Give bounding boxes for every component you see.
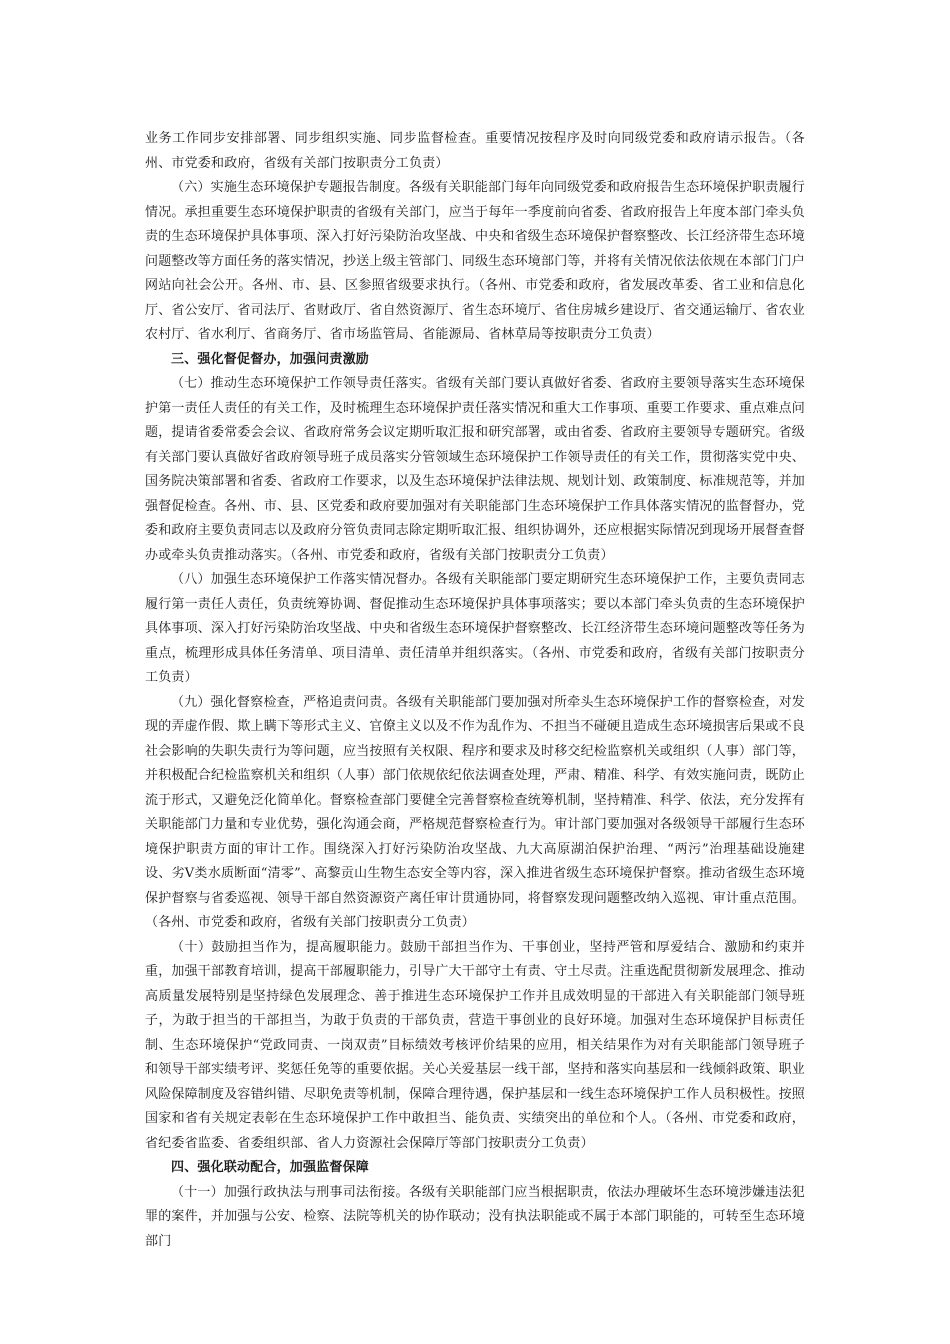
section-heading-4: 四、强化联动配合，加强监督保障 [171,1160,370,1175]
paragraph-11-law-enforcement: （十一）加强行政执法与刑事司法衔接。各级有关职能部门应当根据职责，依法办理破坏生态环境涉嫌违法犯罪的案件，并加强与公安、检察、法院等机关的协作联动；没有执法职能或不属于本部门职能的，可转至生态环境部门 [145,1184,806,1249]
paragraph-6-special-report: （六）实施生态环境保护专题报告制度。各级有关职能部门每年向同级党委和政府报告生态环境保护职责履行情况。承担重要生态环境保护职责的省级有关部门，应当于每年一季度前向省委、省政府报告上年度本部门牵头负责的生态环境保护具体事项、深入打好污染防治攻坚战、中央和省级生态环境保护督察整改、长江经济带生态环境问题整改等方面任务的落实情况，抄送上级主管部门、同级生态环境部门等，并将有关情况依法依规在本部门门户网站向社会公开。各州、市、县、区参照省级要求执行。（各州、市党委和政府，省发展改革委、省工业和信息化厅、省公安厅、省司法厅、省财政厅、省自然资源厅、省生态环境厅、省住房城乡建设厅、省交通运输厅、省农业农村厅、省水利厅、省商务厅、省市场监管局、省能源局、省林草局等按职责分工负责） [145,180,806,342]
paragraph-9-inspection-accountability: （九）强化督察检查，严格追责问责。各级有关职能部门要加强对所牵头生态环境保护工作的督察检查，对发现的弄虚作假、欺上瞒下等形式主义、官僚主义以及不作为乱作为、不担当不碰硬且造成生态环境损害后果或不良社会影响的失职失责行为等问题，应当按照有关权限、程序和要求及时移交纪检监察机关或组织（人事）部门等，并积极配合纪检监察机关和组织（人事）部门依规依纪依法调查处理，严肃、精准、科学、有效实施问责，既防止流于形式，又避免泛化简单化。督察检查部门要健全完善督察检查统筹机制，坚持精准、科学、依法，充分发挥有关职能部门力量和专业优势，强化沟通会商，严格规范督察检查行为。审计部门要加强对各级领导干部履行生态环境保护职责方面的审计工作。围绕深入打好污染防治攻坚战、九大高原湖泊保护治理、“两污”治理基础设施建设、劣Ⅴ类水质断面“清零”、高黎贡山生物生态安全等内容，深入推进省级生态环境保护督察。推动省级生态环境保护督察与省委巡视、领导干部自然资源资产离任审计贯通协同，将督察发现问题整改纳入巡视、审计重点范围。（各州、市党委和政府，省级有关部门按职责分工负责） [145,694,806,930]
paragraph-continuation: 业务工作同步安排部署、同步组织实施、同步监督检查。重要情况按程序及时向同级党委和政府请示报告。（各州、市党委和政府，省级有关部门按职责分工负责） [145,131,805,171]
section-heading-3: 三、强化督促督办，加强问责激励 [171,351,370,367]
paragraph-7-leadership-responsibility: （七）推动生态环境保护工作领导责任落实。省级有关部门要认真做好省委、省政府主要领导落实生态环境保护第一责任人责任的有关工作，及时梳理生态环境保护责任落实情况和重大工作事项、重要工作要求、重点难点问题，提请省委常委会会议、省政府常务会议定期听取汇报和研究部署，或由省委、省政府主要领导专题研究。省级有关部门要认真做好省政府领导班子成员落实分管领域生态环境保护工作领导责任的有关工作，贯彻落实党中央、国务院决策部署和省委、省政府工作要求，以及生态环境保护法律法规、规划计划、政策制度、标准规范等，并加强督促检查。各州、市、县、区党委和政府要加强对有关职能部门生态环境保护工作具体落实情况的监督督办，党委和政府主要负责同志以及政府分管负责同志除定期听取汇报、组织协调外，还应根据实际情况到现场开展督查督办或牵头负责推动落实。（各州、市党委和政府，省级有关部门按职责分工负责） [145,376,806,563]
paragraph-10-encourage-responsibility: （十）鼓励担当作为，提高履职能力。鼓励干部担当作为、干事创业，坚持严管和厚爱结合、激励和约束并重，加强干部教育培训，提高干部履职能力，引导广大干部守土有责、守土尽责。注重选配贯彻新发展理念、推动高质量发展特别是坚持绿色发展理念、善于推进生态环境保护工作并且成效明显的干部进入有关职能部门领导班子，为敢于担当的干部担当，为敢于负责的干部负责，营造干事创业的良好环境。加强对生态环境保护目标责任制、生态环境保护“党政同责、一岗双责”目标绩效考核评价结果的应用，相关结果作为对有关职能部门领导班子和领导干部实绩考评、奖惩任免等的重要依据。关心关爱基层一线干部，坚持和落实向基层和一线倾斜政策、职业风险保障制度及容错纠错、尽职免责等机制，保障合理待遇，保护基层和一线生态环境保护工作人员积极性。按照国家和省有关规定表彰在生态环境保护工作中敢担当、能负责、实绩突出的单位和个人。（各州、市党委和政府，省纪委省监委、省委组织部、省人力资源社会保障厅等部门按职责分工负责） [145,939,806,1151]
document-body [145,127,805,1254]
paragraph-8-supervision: （八）加强生态环境保护工作落实情况督办。各级有关职能部门要定期研究生态环境保护工作，主要负责同志履行第一责任人责任，负责统筹协调、督促推动生态环境保护具体事项落实；要以本部门牵头负责的生态环境保护具体事项、深入打好污染防治攻坚战、中央和省级生态环境保护督察整改、长江经济带生态环境问题整改等任务为重点，梳理形成具体任务清单、项目清单、责任清单并组织落实。（各州、市党委和政府，省级有关部门按职责分工负责） [145,572,806,685]
